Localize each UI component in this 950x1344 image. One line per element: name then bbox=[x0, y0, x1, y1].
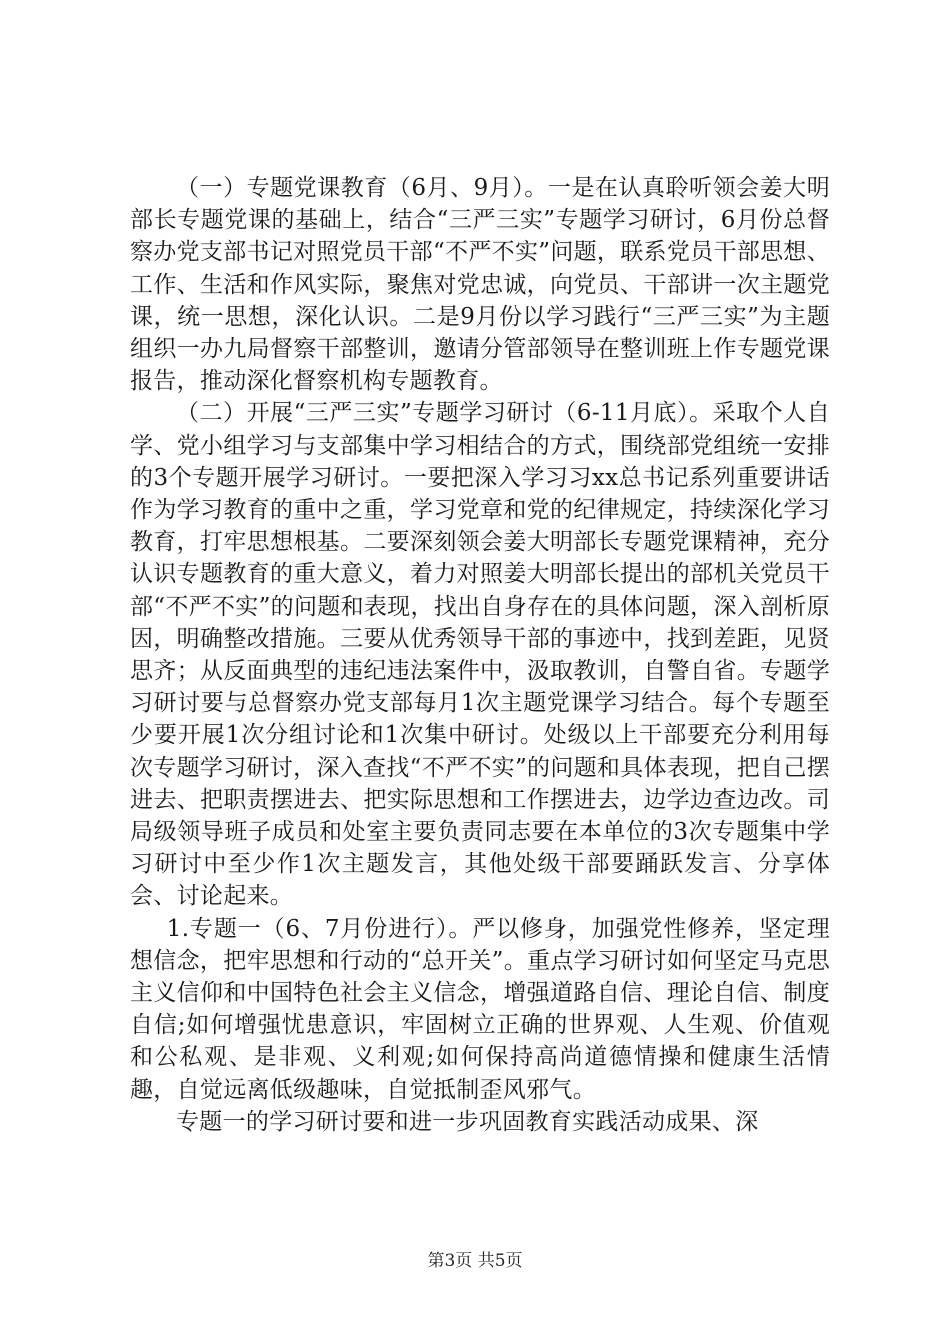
page-footer: 第3页 共5页 bbox=[427, 1251, 523, 1271]
paragraph-topic-one: 1.专题一（6、7月份进行）。严以修身，加强党性修养，坚定理想信念，把牢思想和行动的“总开关”。重点学习研讨如何坚定马克思主义信仰和中国特色社会主义信念，增强道路自信、理论自信、制度自信;如何增强忧患意识，牢固树立正确的世界观、人生观、价值观和公私观、是非观、义利观;如何保持高尚道德情操和健康生活情趣，自觉远离低级趣味，自觉抵制歪风邪气。 bbox=[130, 915, 830, 1103]
document-body bbox=[130, 172, 830, 1138]
paragraph-topic-one-continued: 专题一的学习研讨要和进一步巩固教育实践活动成果、深 bbox=[176, 1108, 759, 1135]
paragraph-party-lecture: （一）专题党课教育（6月、9月）。一是在认真聆听领会姜大明部长专题党课的基础上，结合“三严三实”专题学习研讨，6月份总督察办党支部书记对照党员干部“不严不实”问题，联系党员干部思想、工作、生活和作风实际，聚焦对党忠诚，向党员、干部讲一次主题党课，统一思想，深化认识。二是9月份以学习践行“三严三实”为主题组织一办九局督察干部整训，邀请分管部领导在整训班上作专题党课报告，推动深化督察机构专题教育。 bbox=[130, 175, 830, 395]
paragraph-study-seminar: （二）开展“三严三实”专题学习研讨（6-11月底）。采取个人自学、党小组学习与支部集中学习相结合的方式，围绕部党组统一安排的3个专题开展学习研讨。一要把深入学习习xx总书记系列重要讲话作为学习教育的重中之重，学习党章和党的纪律规定，持续深化学习教育，打牢思想根基。二要深刻领会姜大明部长专题党课精神，充分认识专题教育的重大意义，着力对照姜大明部长提出的部机关党员干部“不严不实”的问题和表现，找出自身存在的具体问题，深入剖析原因，明确整改措施。三要从优秀领导干部的事迹中，找到差距，见贤思齐；从反面典型的违纪违法案件中，汲取教训，自警自省。专题学习研讨要与总督察办党支部每月1次主题党课学习结合。每个专题至少要开展1次分组讨论和1次集中研讨。处级以上干部要充分利用每次专题学习研讨，深入查找“不严不实”的问题和具体表现，把自己摆进去、把职责摆进去、把实际思想和工作摆进去，边学边查边改。司局级领导班子成员和处室主要负责同志要在本单位的3次专题集中学习研讨中至少作1次主题发言，其他处级干部要踊跃发言、分享体会、讨论起来。 bbox=[130, 400, 830, 910]
